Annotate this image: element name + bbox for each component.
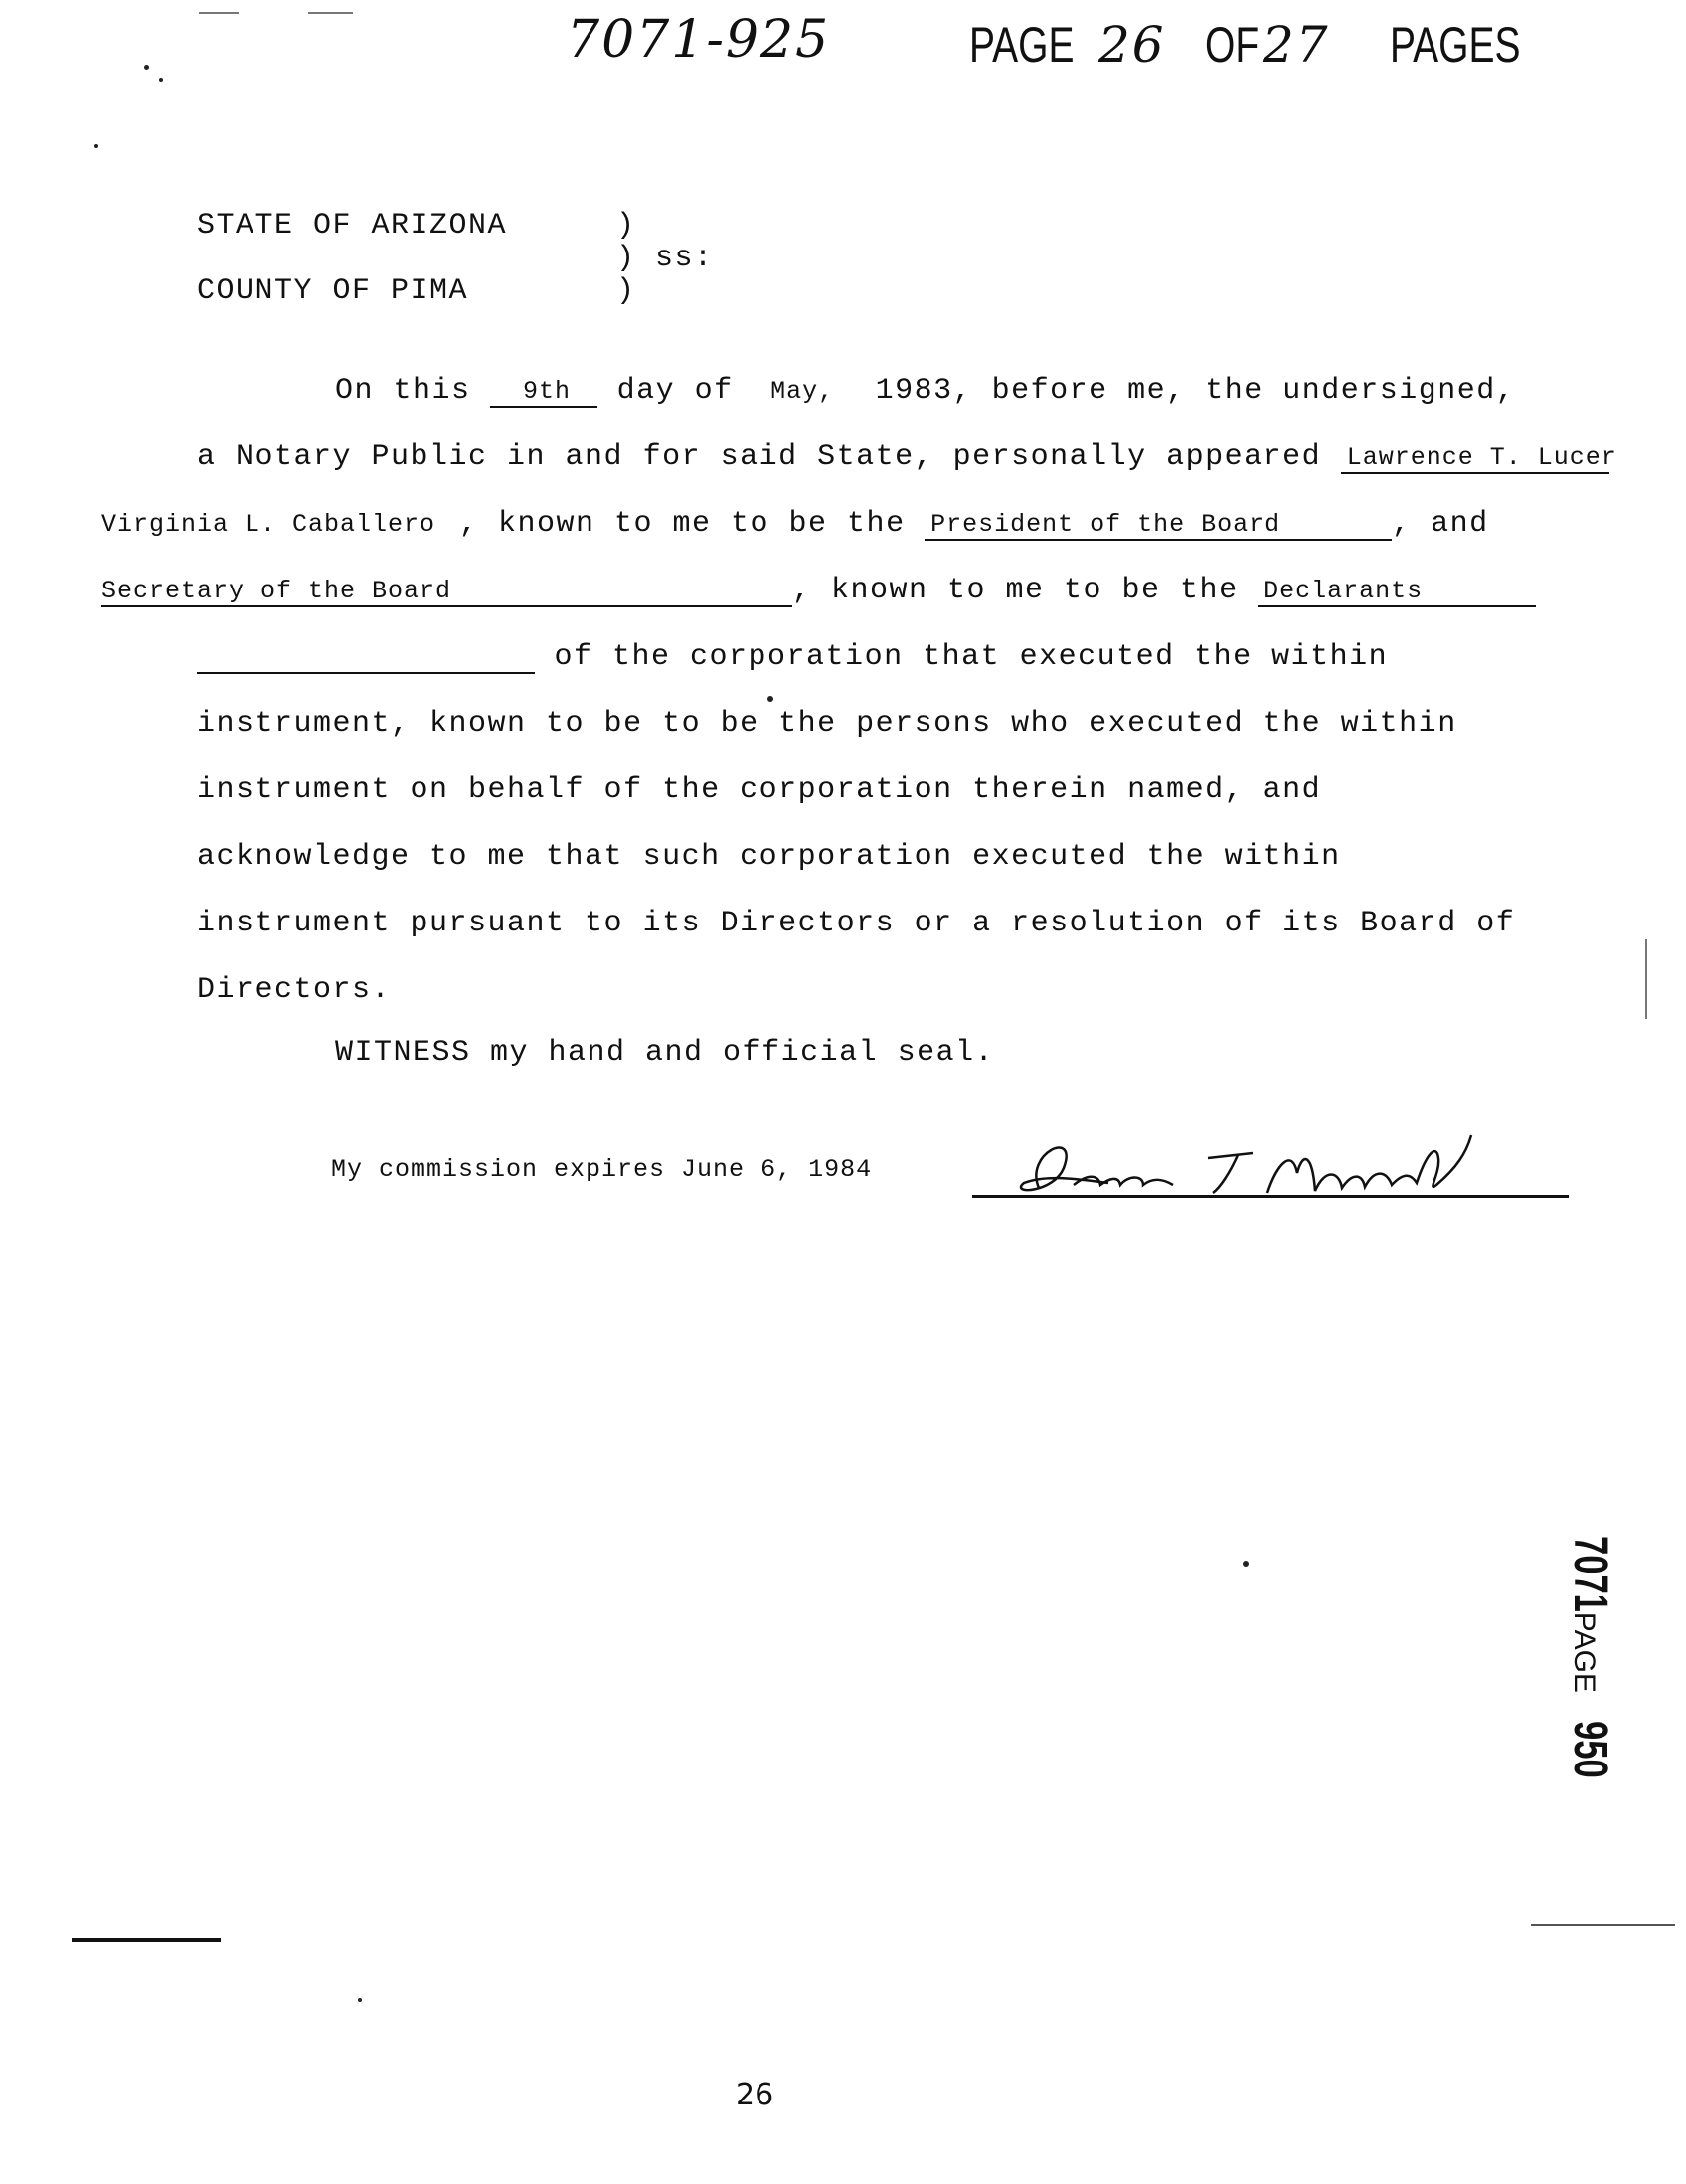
scan-speck [94,144,98,148]
ack-line-4 [101,574,1536,607]
month-field: May, [770,377,835,406]
scan-speck [358,1998,362,2002]
ack-text: 1983, before me, the undersigned, [875,374,1516,408]
ack-line-3 [101,507,1489,541]
day-field: 9th [490,377,597,408]
scan-artifact-line [308,12,353,14]
role-field: Declarants [1258,577,1536,607]
stamp-page-label: PAGE [1568,1611,1601,1693]
scan-artifact-line [199,12,239,14]
commission-expiry: My commission expires June 6, 1984 [331,1155,873,1184]
scan-speck [144,65,149,70]
of-label: OF [1205,17,1260,73]
ack-line-1 [335,374,1515,408]
venue-ss: ) ss: [616,242,714,275]
scan-speck [159,78,163,82]
ack-line-7: instrument on behalf of the corporation therein named, and [197,773,1322,807]
venue-paren-1: ) [616,209,636,243]
signature-line [972,1195,1569,1198]
venue-paren-3: ) [616,274,636,308]
ack-line-10: Directors. [197,973,392,1007]
page-total: 27 [1263,16,1330,74]
title-2-field: Secretary of the Board [101,577,792,607]
ack-text: day of [616,374,734,408]
witness-clause: WITNESS my hand and official seal. [335,1036,995,1070]
ack-line-8: acknowledge to me that such corporation executed the within [197,840,1341,874]
ack-text: On this [335,374,471,408]
page-number: 26 [1098,16,1166,74]
venue-state: STATE OF ARIZONA [197,209,508,243]
scan-artifact-line [1645,939,1647,1019]
ack-text: of the corporation that executed the within [554,640,1389,674]
title-1-field: President of the Board [925,510,1392,541]
ack-text: , and [1392,507,1489,541]
recorder-stamp [1556,1536,1615,1874]
ack-line-2 [197,440,1617,474]
scan-artifact-line [72,1938,221,1942]
ack-line-5 [197,640,1388,674]
stamp-page: 950 [1564,1720,1616,1778]
ack-text: , known to me to be the [792,574,1239,607]
scan-artifact-line [1531,1924,1675,1926]
scan-speck [767,696,773,702]
footer-page-number: 26 [736,2078,774,2112]
venue-county: COUNTY OF PIMA [197,274,469,308]
stamp-book: 7071 [1564,1536,1616,1612]
ack-text: , known to me to be the [459,507,906,541]
person-1-field: Lawrence T. Lucer [1341,443,1609,474]
pages-label: PAGES [1390,17,1521,73]
scan-speck [1243,1561,1249,1567]
document-number: 7071-925 [567,10,831,70]
person-2-field: Virginia L. Caballero [101,510,436,539]
ack-line-9: instrument pursuant to its Directors or a resolution of its Board of [197,907,1516,940]
ack-text: a Notary Public in and for said State, personally appeared [197,440,1322,474]
notary-signature [969,1113,1586,1213]
page-label: PAGE [969,17,1075,73]
blank-line [197,648,535,674]
ack-line-6: instrument, known to be to be the persons who executed the within [197,707,1457,741]
